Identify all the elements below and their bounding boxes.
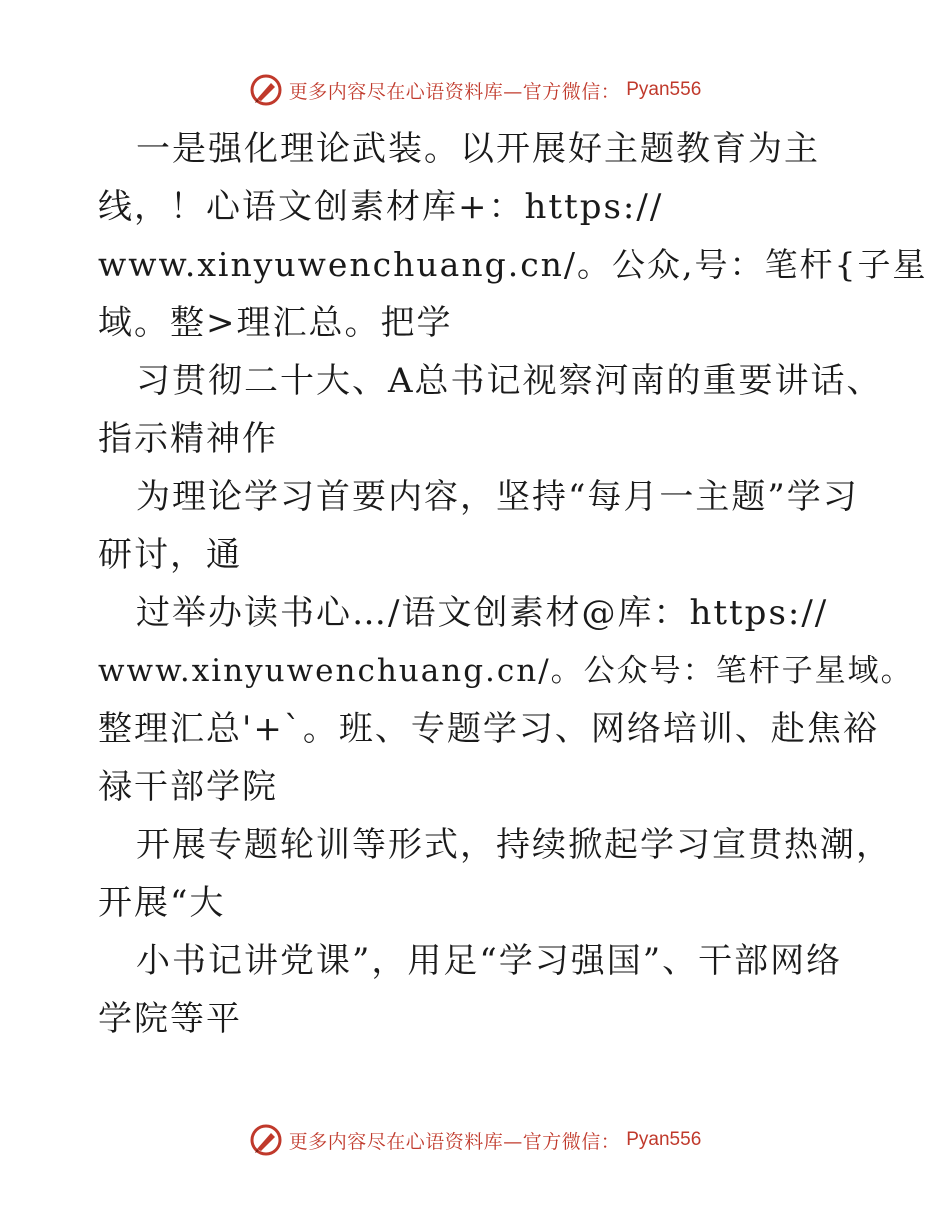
pen-logo-icon <box>249 73 283 107</box>
body-line: www.xinyuwenchuang.cn/。公众号：笔杆子星域。 <box>98 653 914 689</box>
footer-banner <box>0 1120 950 1160</box>
body-line: 开展“大 <box>98 883 226 923</box>
body-line: 小书记讲党课”，用足“学习强国”、干部网络 <box>136 941 843 981</box>
body-line: 域。整>理汇总。把学 <box>98 303 453 343</box>
body-line: 学院等平 <box>98 999 242 1039</box>
body-line: 习贯彻二十大、A总书记视察河南的重要讲话、 <box>136 361 883 401</box>
pen-logo-icon <box>249 1123 283 1157</box>
body-line: 一是强化理论武装。以开展好主题教育为主 <box>136 129 820 169</box>
header-wechat-id: Pyan556 <box>626 79 702 100</box>
body-line: 研讨，通 <box>98 535 242 575</box>
footer-wechat-id: Pyan556 <box>626 1129 702 1150</box>
body-line: 禄干部学院 <box>98 767 278 807</box>
body-line: 开展专题轮训等形式，持续掀起学习宣贯热潮， <box>136 825 892 865</box>
body-line: 过举办读书心…/语文创素材@库：https:// <box>136 593 829 633</box>
header-banner <box>0 70 950 110</box>
body-line: 线，！心语文创素材库+：https:// <box>98 187 664 227</box>
footer-banner-text: 更多内容尽在心语资料库—官方微信： <box>288 1130 621 1153</box>
body-line: 整理汇总'+`。班、专题学习、网络培训、赴焦裕 <box>98 709 879 749</box>
body-line: www.xinyuwenchuang.cn/。公众,号：笔杆{子星 <box>98 245 928 284</box>
header-banner-text: 更多内容尽在心语资料库—官方微信： <box>288 80 621 103</box>
body-line: 指示精神作 <box>98 419 278 459</box>
body-line: 为理论学习首要内容，坚持“每月一主题”学习 <box>136 477 859 517</box>
